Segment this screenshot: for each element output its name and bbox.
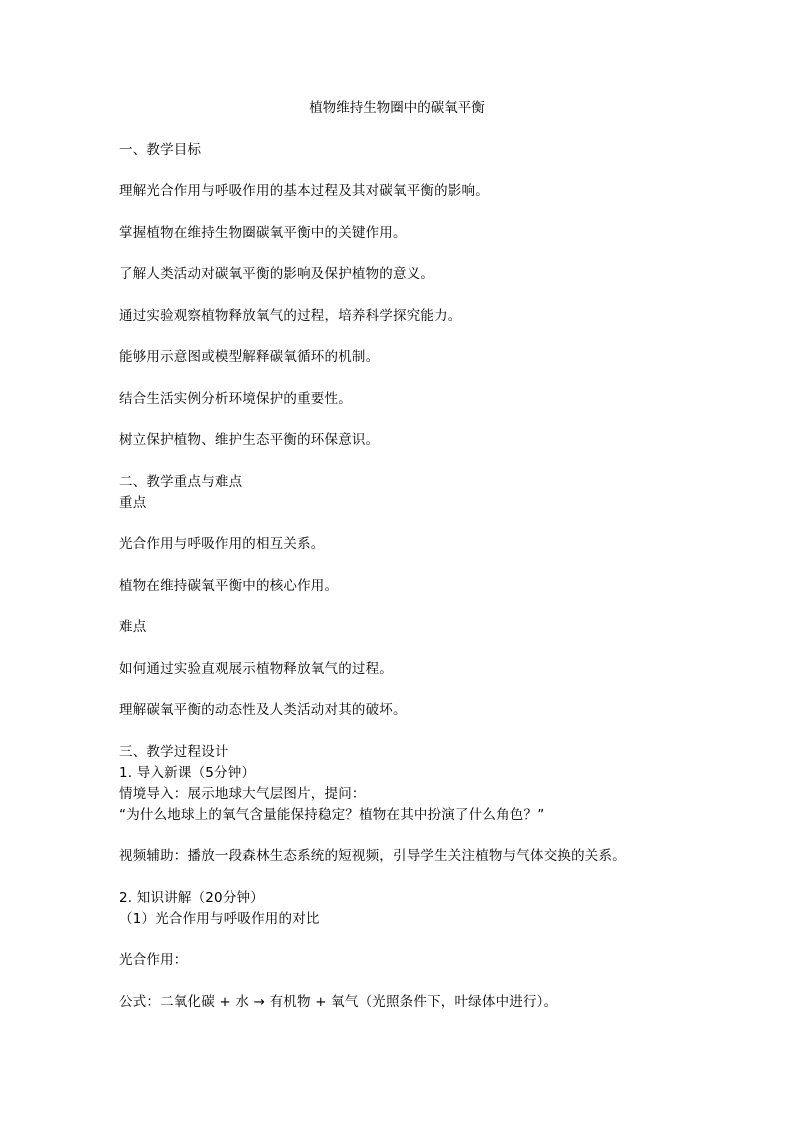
- photosynthesis-formula: 公式：二氧化碳 + 水 → 有机物 + 氧气（光照条件下，叶绿体中进行）。: [119, 994, 558, 1010]
- photosynthesis-label: 光合作用：: [119, 952, 188, 968]
- objective-item: 结合生活实例分析环境保护的重要性。: [119, 391, 352, 407]
- step-question: “为什么地球上的氧气含量能保持稳定？植物在其中扮演了什么角色？”: [119, 807, 545, 823]
- document-title: 植物维持生物圈中的碳氧平衡: [309, 100, 485, 116]
- section-heading-key-points: 二、教学重点与难点: [119, 474, 243, 490]
- difficulty-label: 难点: [119, 619, 147, 635]
- difficulty-item: 理解碳氧平衡的动态性及人类活动对其的破坏。: [119, 702, 407, 718]
- step-text: 视频辅助：播放一段森林生态系统的短视频，引导学生关注植物与气体交换的关系。: [119, 848, 626, 864]
- step-subtitle: （1）光合作用与呼吸作用的对比: [119, 911, 320, 927]
- objective-item: 能够用示意图或模型解释碳氧循环的机制。: [119, 349, 380, 365]
- key-points-label: 重点: [119, 495, 147, 511]
- section-heading-process: 三、教学过程设计: [119, 744, 229, 760]
- objective-item: 通过实验观察植物释放氧气的过程，培养科学探究能力。: [119, 308, 462, 324]
- step-title: 1. 导入新课（5分钟）: [119, 765, 256, 781]
- difficulty-item: 如何通过实验直观展示植物释放氧气的过程。: [119, 661, 393, 677]
- section-heading-objectives: 一、教学目标: [119, 142, 202, 158]
- key-point-item: 光合作用与呼吸作用的相互关系。: [119, 536, 325, 552]
- objective-item: 了解人类活动对碳氧平衡的影响及保护植物的意义。: [119, 266, 435, 282]
- objective-item: 理解光合作用与呼吸作用的基本过程及其对碳氧平衡的影响。: [119, 183, 489, 199]
- step-title: 2. 知识讲解（20分钟）: [119, 890, 264, 906]
- key-point-item: 植物在维持碳氧平衡中的核心作用。: [119, 578, 339, 594]
- step-text: 情境导入：展示地球大气层图片，提问：: [119, 786, 366, 802]
- objective-item: 掌握植物在维持生物圈碳氧平衡中的关键作用。: [119, 225, 407, 241]
- objective-item: 树立保护植物、维护生态平衡的环保意识。: [119, 432, 380, 448]
